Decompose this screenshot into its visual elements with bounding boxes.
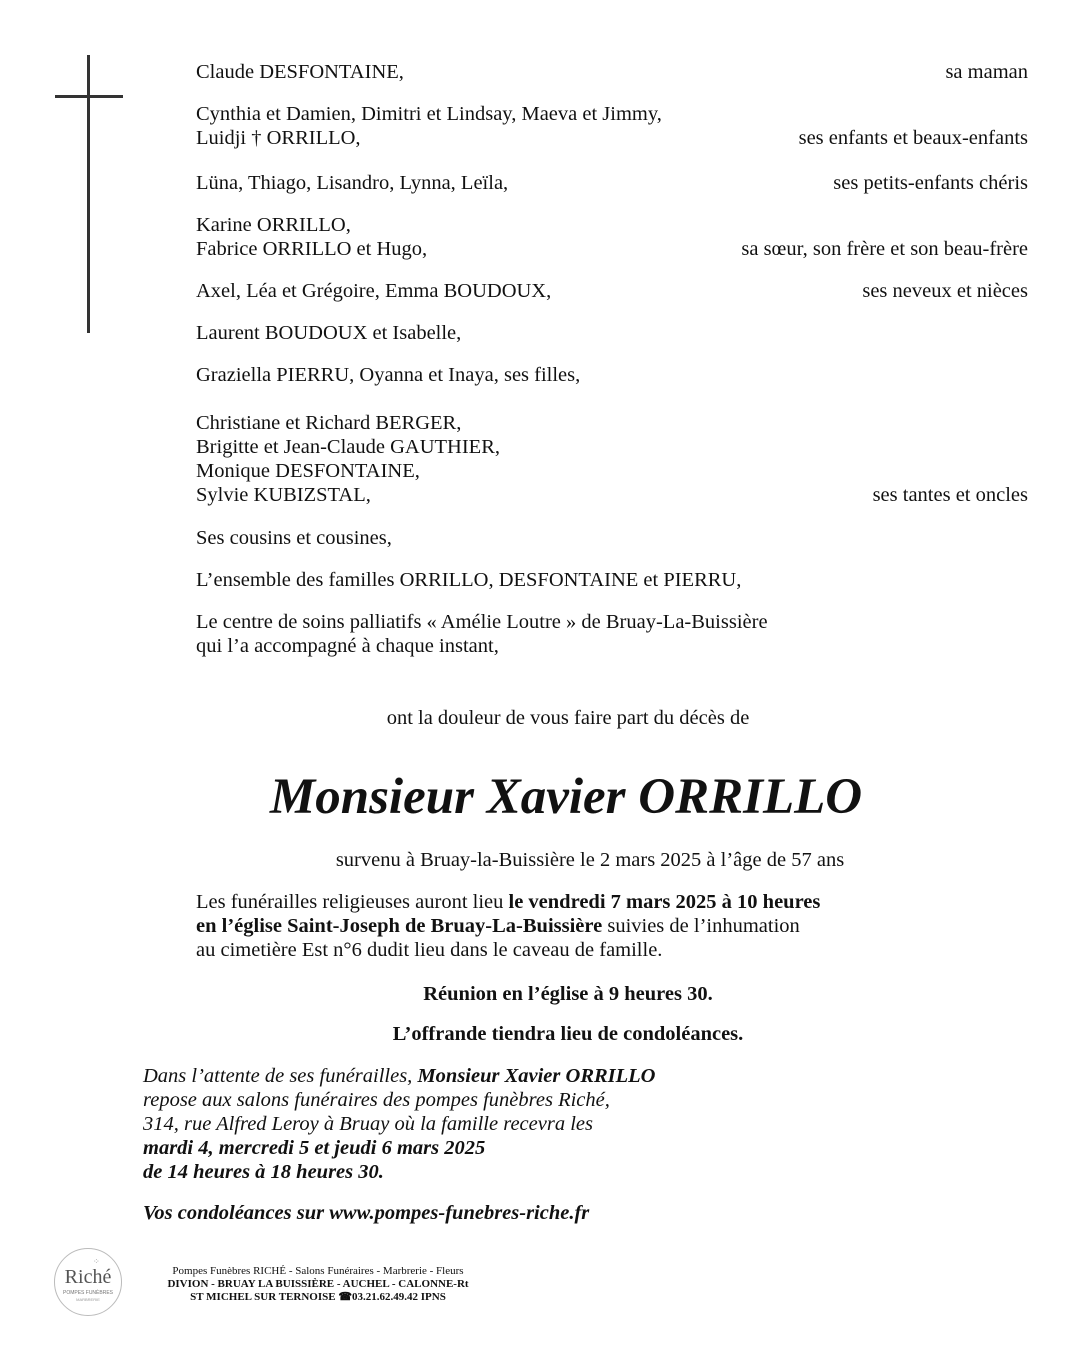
funeral-text: Les funérailles religieuses auront lieu [196,891,509,913]
family-name: Claude DESFONTAINE, [196,61,404,83]
logo-subtitle2: MARBRERIE [76,1297,100,1302]
logo-subtitle: POMPES FUNÈBRES [62,1290,113,1296]
logo-name: Riché [64,1266,112,1288]
family-name: Le centre de soins palliatifs « Amélie Loutre » de Bruay-La-Buissière [196,611,768,633]
wake-details [143,1064,656,1184]
announcement: ont la douleur de vous faire part du décès de [386,707,750,729]
footer-phone: 03.21.62.49.42 IPNS [352,1291,446,1303]
phone-icon: ☎ [338,1291,353,1303]
family-relation: ses enfants et beaux-enfants [798,127,1028,149]
wake-dates: mardi 4, mercredi 5 et jeudi 6 mars 2025 [143,1137,486,1159]
funeral-date: le vendredi 7 mars 2025 à 10 heures [508,891,821,913]
family-group-aunts-uncles [196,411,1028,507]
family-relation: sa sœur, son frère et son beau-frère [741,238,1028,260]
meeting-notice: Réunion en l’église à 9 heures 30. [423,983,713,1005]
family-name: Karine ORRILLO, [196,214,351,236]
family-name: Ses cousins et cousines, [196,527,392,549]
footer-line3 [130,1291,506,1304]
offering-notice: L’offrande tiendra lieu de condoléances. [392,1023,744,1045]
family-name: Axel, Léa et Grégoire, Emma BOUDOUX, [196,280,552,302]
family-group-siblings [196,213,1028,261]
cross-icon-horizontal [55,95,123,98]
family-group-graziella [196,363,1028,387]
family-relation: ses tantes et oncles [872,484,1028,506]
family-relation: sa maman [945,61,1028,83]
family-name: Laurent BOUDOUX et Isabelle, [196,322,462,344]
family-name: qui l’a accompagné à chaque instant, [196,635,499,657]
family-name: Sylvie KUBIZSTAL, [196,484,371,506]
family-group-children [196,102,1028,150]
family-relation: ses neveux et nièces [862,280,1028,302]
family-relation: ses petits-enfants chéris [833,172,1028,194]
family-name: Monique DESFONTAINE, [196,460,420,482]
family-name: Christiane et Richard BERGER, [196,412,462,434]
deceased-name: Monsieur Xavier ORRILLO [269,769,863,825]
family-name: Brigitte et Jean-Claude GAUTHIER, [196,436,501,458]
funeral-cemetery: au cimetière Est n°6 dudit lieu dans le caveau de famille. [196,939,663,961]
logo-ornament-icon: ⁘ [93,1257,100,1266]
family-name: Luidji † ORRILLO, [196,127,361,149]
wake-text: repose aux salons funéraires des pompes funèbres Riché, [143,1089,610,1111]
wake-hours: de 14 heures à 18 heures 30. [143,1161,384,1183]
family-name: Lüna, Thiago, Lisandro, Lynna, Leïla, [196,172,509,194]
wake-address: 314, rue Alfred Leroy à Bruay où la famille recevra les [143,1113,593,1135]
footer-line1: Pompes Funèbres RICHÉ - Salons Funéraires - Marbrerie - Fleurs [172,1265,464,1277]
family-group-laurent [196,321,1028,345]
footer-line2: DIVION - BRUAY LA BUISSIÈRE - AUCHEL - CALONNE-Rt [167,1278,469,1290]
family-name: Graziella PIERRU, Oyanna et Inaya, ses filles, [196,364,581,386]
footer-location: ST MICHEL SUR TERNOISE [190,1291,339,1303]
family-group-grandchildren [196,171,1028,195]
wake-text: Dans l’attente de ses funérailles, [143,1065,418,1087]
family-group-care-center [196,610,1028,658]
family-name: Cynthia et Damien, Dimitri et Lindsay, Maeva et Jimmy, [196,103,662,125]
family-name: L’ensemble des familles ORRILLO, DESFONTAINE et PIERRU, [196,569,742,591]
family-group-nephews [196,279,1028,303]
family-group-cousins [196,526,1028,550]
family-name: Fabrice ORRILLO et Hugo, [196,238,428,260]
funeral-details [196,890,820,962]
condolences-link[interactable]: Vos condoléances sur www.pompes-funebres-riche.fr [143,1202,590,1224]
family-group-families [196,568,1028,592]
riche-logo [54,1248,122,1316]
funeral-church: en l’église Saint-Joseph de Bruay-La-Buissière [196,915,603,937]
family-group-mother [196,60,1028,84]
funeral-text: suivies de l’inhumation [602,915,800,937]
wake-name: Monsieur Xavier ORRILLO [417,1065,656,1087]
deceased-info: survenu à Bruay-la-Buissière le 2 mars 2025 à l’âge de 57 ans [335,849,845,871]
